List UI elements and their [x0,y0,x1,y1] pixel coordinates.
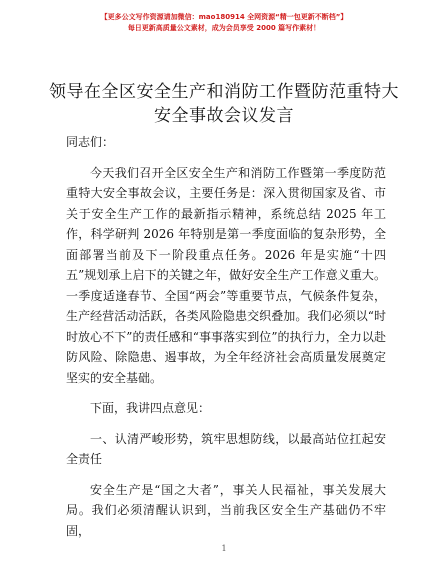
document-title [40,80,408,128]
document-title-line1: 领导在全区安全生产和消防工作暨防范重特大 [49,82,399,102]
page-number: 1 [221,544,227,553]
section-heading-1: 一、认清严峻形势，筑牢思想防线，以最高站位扛起安全责任 [66,431,386,466]
promo-banner-line2: 每日更新高质量公文素材，成为会员享受 2000 篇写作素材！ [127,24,321,32]
salutation: 同志们： [66,135,115,149]
paragraph-intro: 今天我们召开全区安全生产和消防工作暨第一季度防范重特大安全事故会议，主要任务是：深入贯彻国家及省、市关于安全生产工作的最新指示精神，系统总结 2025 年工作，科学研判 2026 年特别是第一季度面临的复杂形势，全面部署当前及下一阶段重点任务。2026 年是实施“十四五”规划承上启下的关键之年，做好安全生产工作意义重大。一季度适逢春节、全国“两会”等重要节点，气候条件复杂，生产经营活动活跃，各类风险隐患交织叠加。我们必须以“时时放心不下”的责任感和“事事落实到位”的执行力，全力以赴防风险、除隐患、遏事故，为全年经济社会高质量发展奠定坚实的安全基础。 [66,165,386,385]
promo-banner [0,12,448,34]
paragraph-section1: 安全生产是“国之大者”，事关人民福祉，事关发展大局。我们必须清醒认识到，当前我区安全生产基础仍不牢固， [66,482,386,538]
paragraph-transition: 下面，我讲四点意见： [90,401,211,415]
document-body [66,132,386,551]
promo-banner-line1: 【更多公文写作资源请加微信：mao180914 全网资源“精一包更新不断档”】 [100,13,348,21]
document-title-line2: 安全事故会议发言 [154,106,294,126]
